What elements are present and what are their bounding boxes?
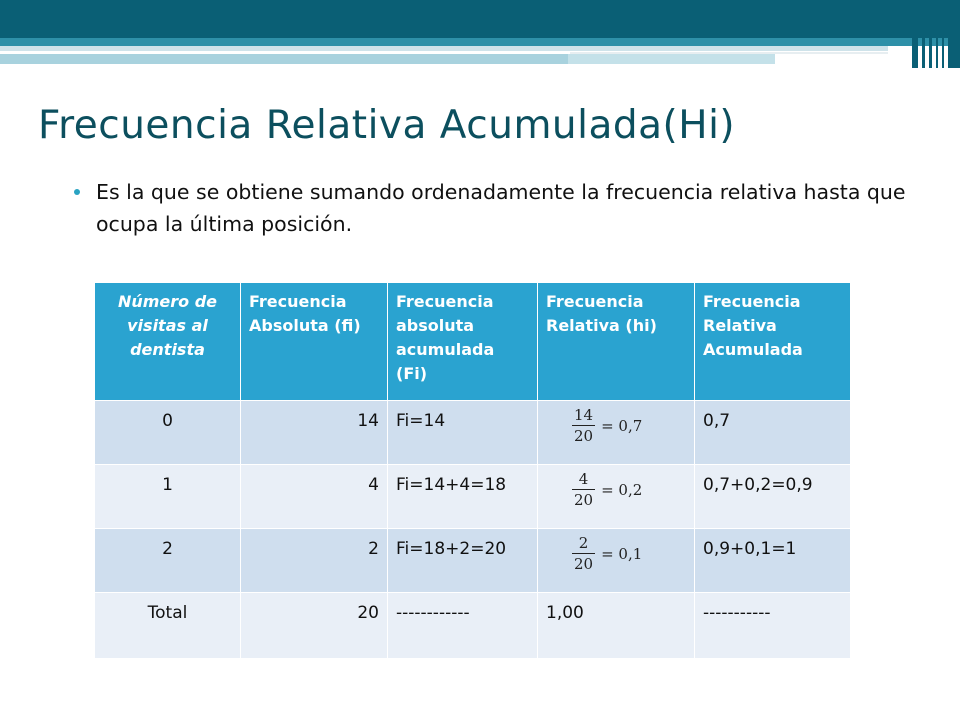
cell-total-fi: 20 [241,593,388,659]
cell-Hi: 0,9+0,1=1 [695,529,851,593]
fraction-result: = 0,7 [601,416,643,435]
table-total-row [95,593,851,659]
table-header-row [95,283,851,401]
table-row [95,465,851,529]
cell-visits: 0 [95,401,241,465]
cell-hi [538,465,695,529]
header-relative-frequency: Frecuencia Relativa (hi) [538,283,695,401]
table-row [95,401,851,465]
header-absolute-frequency: Frecuencia Absoluta (fi) [241,283,388,401]
fraction-numerator: 4 [578,470,589,488]
cell-fi: 2 [241,529,388,593]
header-cumulative-relative-frequency: Frecuencia Relativa Acumulada [695,283,851,401]
cell-visits: 1 [95,465,241,529]
fraction-numerator: 2 [578,534,589,552]
top-banner-thin-line [570,52,888,54]
bullet-marker [74,189,80,195]
cell-total-label: Total [95,593,241,659]
cell-Fi: Fi=14 [388,401,538,465]
top-banner [0,0,960,38]
frequency-table [94,282,851,659]
cell-total-Hi: ----------- [695,593,851,659]
fraction [572,405,686,446]
cell-Fi: Fi=14+4=18 [388,465,538,529]
fraction [572,469,686,510]
cell-fi: 4 [241,465,388,529]
fraction [572,533,686,574]
fraction-denominator: 20 [574,491,594,509]
bullet-text: Es la que se obtiene sumando ordenadamente la frecuencia relativa hasta que ocupa la última posición. [96,180,906,236]
cell-hi [538,401,695,465]
fraction-result: = 0,1 [601,544,643,563]
fraction-numerator: 14 [574,406,594,424]
top-right-decoration [912,0,960,68]
fraction-denominator: 20 [574,427,594,445]
fraction-denominator: 20 [574,555,594,573]
cell-hi [538,529,695,593]
cell-Hi: 0,7 [695,401,851,465]
slide-title: Frecuencia Relativa Acumulada(Hi) [38,103,736,148]
cell-total-hi: 1,00 [538,593,695,659]
cell-visits: 2 [95,529,241,593]
cell-total-Fi: ------------ [388,593,538,659]
table-row [95,529,851,593]
header-visits: Número de visitas al dentista [95,283,241,401]
top-banner-stripe [0,38,960,46]
cell-fi: 14 [241,401,388,465]
cell-Hi: 0,7+0,2=0,9 [695,465,851,529]
top-banner-underline-accent [568,54,775,64]
header-cumulative-absolute-frequency: Frecuencia absoluta acumulada (Fi) [388,283,538,401]
cell-Fi: Fi=18+2=20 [388,529,538,593]
top-banner-light-stripe [0,46,888,51]
fraction-result: = 0,2 [601,480,643,499]
